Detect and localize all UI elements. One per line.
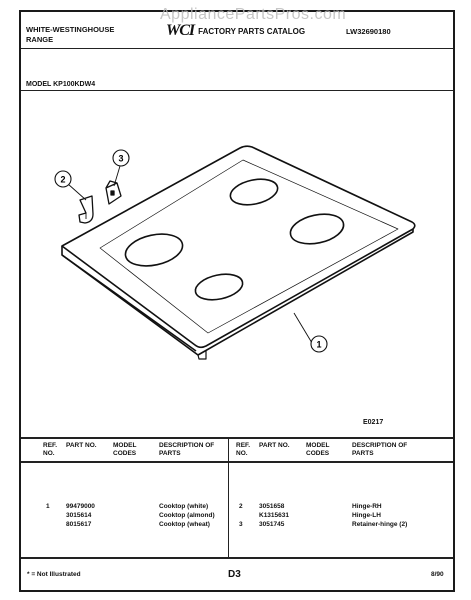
table-row-2b-desc: Hinge-LH	[352, 512, 381, 519]
col-header-desc-left: DESCRIPTION OF PARTS	[159, 442, 215, 457]
col-header-ref-right: REF. NO.	[236, 442, 251, 457]
table-row-1-ref: 1	[46, 503, 50, 510]
col-header-ref-left: REF. NO.	[43, 442, 58, 457]
table-row-3-desc: Retainer-hinge (2)	[352, 521, 408, 528]
table-row-2-ref: 2	[239, 503, 243, 510]
col-header-model-left: MODEL CODES	[113, 442, 137, 457]
model-number: MODEL KP100KDW4	[26, 81, 96, 88]
callout-1	[311, 336, 327, 352]
table-top-border	[21, 437, 453, 439]
catalog-title-text: FACTORY PARTS CATALOG	[198, 26, 306, 36]
wci-logo: WCI	[166, 22, 195, 39]
col-header-desc-right: DESCRIPTION OF PARTS	[352, 442, 408, 457]
callout-1-label: 1	[316, 339, 322, 350]
product-type: RANGE	[26, 35, 54, 44]
table-column-divider	[228, 439, 229, 558]
table-header-border	[21, 461, 453, 463]
table-row-1-part-a: 99479000	[66, 503, 95, 510]
table-row-1-part-b: 3015614	[66, 512, 92, 519]
catalog-number: LW32690180	[346, 27, 391, 36]
callout-2-label: 2	[60, 174, 66, 185]
callout-3-label: 3	[118, 153, 124, 164]
callout-2	[55, 171, 71, 187]
hinge-retainer-part	[106, 181, 121, 204]
table-row-2b-part: K1315631	[259, 512, 289, 519]
table-row-1-desc-c: Cooktop (wheat)	[159, 521, 210, 528]
callout-2-leader	[68, 184, 86, 200]
col-header-part-right: PART NO.	[259, 442, 290, 449]
figure-code: E0217	[363, 419, 384, 426]
table-row-2-desc: Hinge-RH	[352, 503, 382, 510]
catalog-date: 8/90	[431, 571, 444, 578]
table-row-1-desc-a: Cooktop (white)	[159, 503, 209, 510]
table-row-1-desc-b: Cooktop (almond)	[159, 512, 215, 519]
not-illustrated-note: * = Not Illustrated	[27, 571, 81, 578]
watermark: AppliancePartsPros.com	[160, 6, 347, 23]
callout-1-leader	[294, 313, 312, 343]
table-row-1-part-c: 8015617	[66, 521, 92, 528]
cooktop-part	[62, 146, 415, 359]
callout-3	[113, 150, 129, 166]
page-number: D3	[228, 569, 241, 580]
hinge-part	[79, 196, 93, 223]
table-row-2-part: 3051658	[259, 503, 285, 510]
col-header-model-right: MODEL CODES	[306, 442, 330, 457]
brand-name: WHITE-WESTINGHOUSE	[26, 25, 115, 34]
table-row-3-ref: 3	[239, 521, 243, 528]
table-bottom-border	[21, 557, 453, 559]
col-header-part-left: PART NO.	[66, 442, 97, 449]
table-row-3-part: 3051745	[259, 521, 285, 528]
